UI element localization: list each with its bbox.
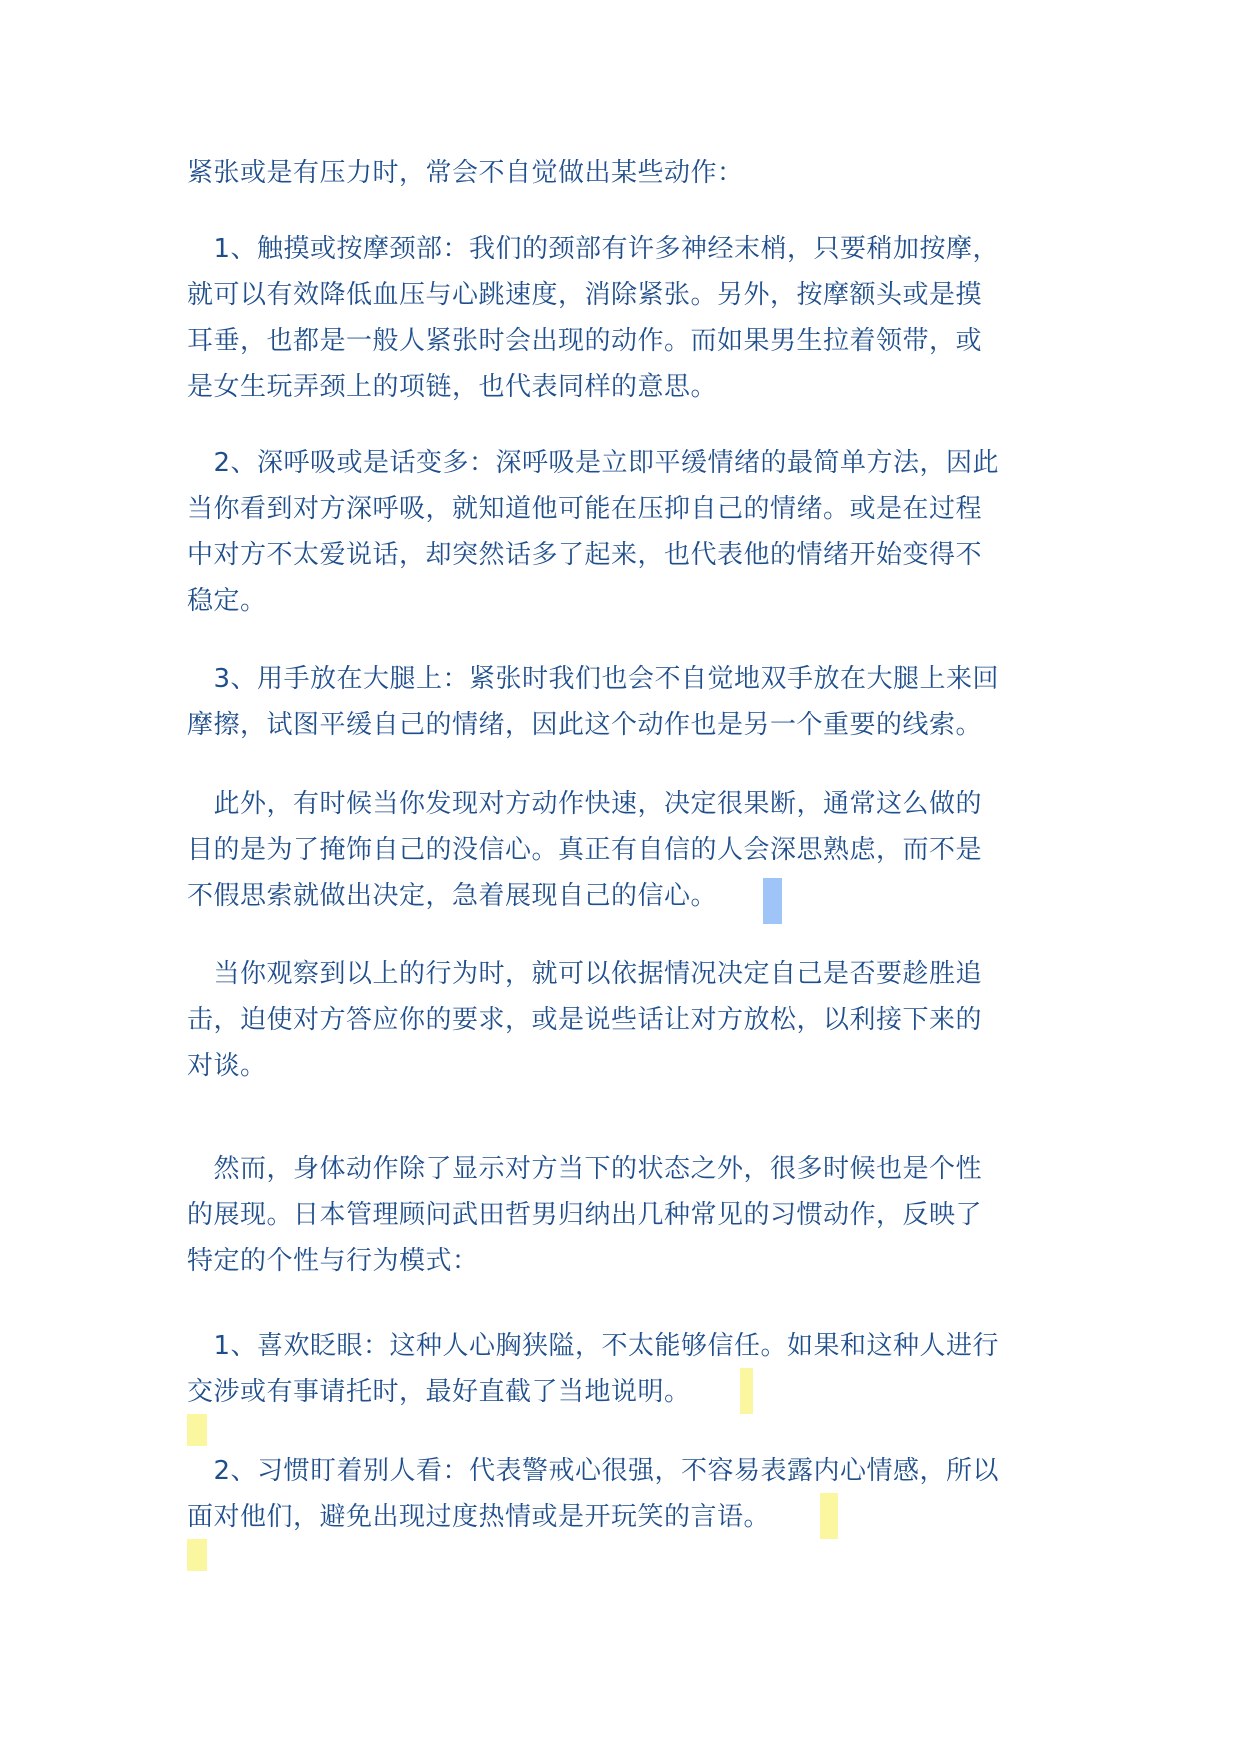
- text-line: 对谈。: [187, 1051, 267, 1081]
- text-line: 紧张或是有压力时，常会不自觉做出某些动作：: [187, 158, 744, 188]
- text-line: 2、习惯盯着别人看：代表警戒心很强，不容易表露内心情感，所以: [187, 1456, 1000, 1486]
- text-line: 此外，有时候当你发现对方动作快速，决定很果断，通常这么做的: [187, 789, 983, 819]
- text-line: 当你观察到以上的行为时，就可以依据情况决定自己是否要趁胜追: [187, 959, 983, 989]
- text-line: 交涉或有事请托时，最好直截了当地说明。: [187, 1377, 691, 1407]
- text-line: 特定的个性与行为模式：: [187, 1246, 479, 1276]
- highlight-mark: [187, 1414, 207, 1446]
- text-line: 击，迫使对方答应你的要求，或是说些话让对方放松，以利接下来的: [187, 1005, 983, 1035]
- text-line: 摩擦，试图平缓自己的情绪，因此这个动作也是另一个重要的线索。: [187, 710, 983, 740]
- text-line: 稳定。: [187, 586, 267, 616]
- text-line: 1、触摸或按摩颈部：我们的颈部有许多神经末梢，只要稍加按摩，: [187, 234, 1000, 264]
- text-line: 耳垂，也都是一般人紧张时会出现的动作。而如果男生拉着领带，或: [187, 326, 983, 356]
- text-line: 面对他们，避免出现过度热情或是开玩笑的言语。: [187, 1502, 771, 1532]
- highlight-mark: [740, 1368, 753, 1414]
- text-line: 目的是为了掩饰自己的没信心。真正有自信的人会深思熟虑，而不是: [187, 835, 983, 865]
- text-line: 不假思索就做出决定，急着展现自己的信心。: [187, 881, 718, 911]
- text-line: 然而，身体动作除了显示对方当下的状态之外，很多时候也是个性: [187, 1154, 983, 1184]
- text-line: 是女生玩弄颈上的项链，也代表同样的意思。: [187, 372, 718, 402]
- text-line: 3、用手放在大腿上：紧张时我们也会不自觉地双手放在大腿上来回: [187, 664, 1000, 694]
- text-line: 的展现。日本管理顾问武田哲男归纳出几种常见的习惯动作，反映了: [187, 1200, 983, 1230]
- text-line: 2、深呼吸或是话变多：深呼吸是立即平缓情绪的最简单方法，因此: [187, 448, 1000, 478]
- highlight-mark: [820, 1493, 838, 1539]
- text-line: 就可以有效降低血压与心跳速度，消除紧张。另外，按摩额头或是摸: [187, 280, 983, 310]
- text-line: 中对方不太爱说话，却突然话多了起来，也代表他的情绪开始变得不: [187, 540, 983, 570]
- text-line: 1、喜欢眨眼：这种人心胸狭隘，不太能够信任。如果和这种人进行: [187, 1331, 1000, 1361]
- text-line: 当你看到对方深呼吸，就知道他可能在压抑自己的情绪。或是在过程: [187, 494, 983, 524]
- text-cursor-highlight: [763, 878, 782, 924]
- highlight-mark: [187, 1539, 207, 1571]
